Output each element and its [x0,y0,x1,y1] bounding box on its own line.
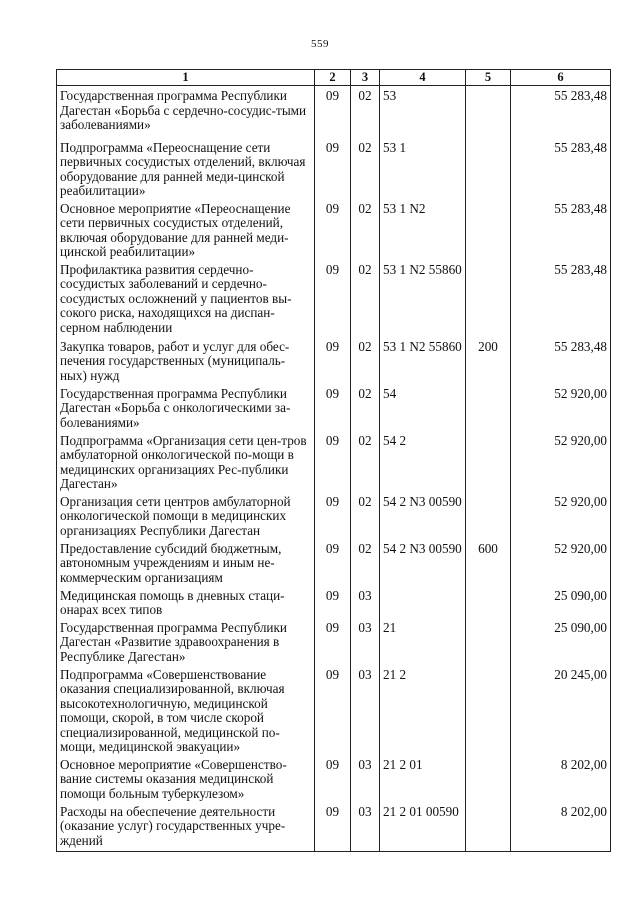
table-row [57,618,611,665]
expense-type-code [466,755,511,802]
row-name: Организация сети центров амбулаторной онкологической помощи в медицинских организациях Республики Дагестан [57,492,315,539]
row-name: Основное мероприятие «Переоснащение сети первичных сосудистых отделений, включая оборудование для ранней меди-цинской реабилитации» [57,199,315,260]
table-row [57,539,611,586]
target-article-code: 54 [380,384,466,431]
table-row [57,431,611,492]
budget-table [56,69,611,852]
expense-type-code [466,586,511,618]
subsection-code: 02 [351,384,380,431]
section-code: 09 [315,802,351,852]
row-name: Подпрограмма «Организация сети цен-тров амбулаторной онкологической по-мощи в медицинских организациях Рес-публики Дагестан» [57,431,315,492]
expense-type-code [466,618,511,665]
subsection-code: 02 [351,337,380,384]
expense-type-code [466,138,511,199]
amount: 55 283,48 [511,138,611,199]
expense-type-code [466,665,511,755]
amount: 8 202,00 [511,802,611,852]
section-code: 09 [315,260,351,337]
subsection-code: 02 [351,86,380,138]
target-article-code: 21 2 01 00590 [380,802,466,852]
target-article-code: 21 2 01 [380,755,466,802]
row-name: Государственная программа Республики Дагестан «Борьба с онкологическими за-болеваниями» [57,384,315,431]
section-code: 09 [315,492,351,539]
section-code: 09 [315,586,351,618]
expense-type-code [466,86,511,138]
expense-type-code: 600 [466,539,511,586]
table-row [57,665,611,755]
amount: 8 202,00 [511,755,611,802]
section-code: 09 [315,86,351,138]
target-article-code: 53 [380,86,466,138]
amount: 52 920,00 [511,492,611,539]
section-code: 09 [315,431,351,492]
column-header-2: 2 [315,70,351,86]
subsection-code: 03 [351,755,380,802]
target-article-code: 54 2 N3 00590 [380,539,466,586]
target-article-code: 53 1 [380,138,466,199]
table-row [57,86,611,138]
target-article-code: 53 1 N2 55860 [380,337,466,384]
amount: 55 283,48 [511,86,611,138]
row-name: Предоставление субсидий бюджетным, автономным учреждениям и иным не-коммерческим организациям [57,539,315,586]
row-name: Подпрограмма «Совершенствование оказания специализированной, включая высокотехнологичную, медицинской помощи, скорой, в том числе скорой специализированной, медицинской по-мощи, медицинской эвакуации» [57,665,315,755]
table-row [57,492,611,539]
section-code: 09 [315,755,351,802]
section-code: 09 [315,199,351,260]
subsection-code: 03 [351,618,380,665]
subsection-code: 02 [351,431,380,492]
table-row [57,199,611,260]
expense-type-code [466,260,511,337]
amount: 52 920,00 [511,539,611,586]
subsection-code: 02 [351,260,380,337]
page-number: 559 [311,38,329,50]
column-header-3: 3 [351,70,380,86]
section-code: 09 [315,539,351,586]
section-code: 09 [315,665,351,755]
expense-type-code [466,802,511,852]
expense-type-code [466,199,511,260]
expense-type-code: 200 [466,337,511,384]
amount: 20 245,00 [511,665,611,755]
amount: 55 283,48 [511,337,611,384]
amount: 52 920,00 [511,384,611,431]
table-row [57,384,611,431]
section-code: 09 [315,138,351,199]
row-name: Государственная программа Республики Дагестан «Борьба с сердечно-сосудис-тыми заболеваниями» [57,86,315,138]
subsection-code: 02 [351,539,380,586]
amount: 25 090,00 [511,586,611,618]
section-code: 09 [315,337,351,384]
subsection-code: 03 [351,586,380,618]
target-article-code [380,586,466,618]
table-row [57,138,611,199]
subsection-code: 02 [351,138,380,199]
target-article-code: 53 1 N2 [380,199,466,260]
table-row [57,755,611,802]
subsection-code: 03 [351,665,380,755]
row-name: Подпрограмма «Переоснащение сети первичных сосудистых отделений, включая оборудование для ранней меди-цинской реабилитации» [57,138,315,199]
table-row [57,260,611,337]
subsection-code: 03 [351,802,380,852]
table-row [57,802,611,852]
section-code: 09 [315,384,351,431]
amount: 55 283,48 [511,199,611,260]
table-row [57,337,611,384]
table-row [57,586,611,618]
column-header-1: 1 [57,70,315,86]
column-header-6: 6 [511,70,611,86]
section-code: 09 [315,618,351,665]
column-header-5: 5 [466,70,511,86]
expense-type-code [466,492,511,539]
target-article-code: 54 2 [380,431,466,492]
row-name: Профилактика развития сердечно-сосудистых заболеваний и сердечно-сосудистых осложнений у пациентов вы-сокого риска, находящихся на диспан-серном наблюдении [57,260,315,337]
amount: 55 283,48 [511,260,611,337]
subsection-code: 02 [351,492,380,539]
target-article-code: 54 2 N3 00590 [380,492,466,539]
subsection-code: 02 [351,199,380,260]
amount: 25 090,00 [511,618,611,665]
target-article-code: 21 2 [380,665,466,755]
target-article-code: 21 [380,618,466,665]
row-name: Медицинская помощь в дневных стаци-онарах всех типов [57,586,315,618]
column-header-4: 4 [380,70,466,86]
row-name: Расходы на обеспечение деятельности (оказание услуг) государственных учре-ждений [57,802,315,852]
row-name: Государственная программа Республики Дагестан «Развитие здравоохранения в Республике Дагестан» [57,618,315,665]
expense-type-code [466,384,511,431]
row-name: Закупка товаров, работ и услуг для обес-печения государственных (муниципаль-ных) нужд [57,337,315,384]
target-article-code: 53 1 N2 55860 [380,260,466,337]
amount: 52 920,00 [511,431,611,492]
table-header-row [57,70,611,86]
row-name: Основное мероприятие «Совершенство-вание системы оказания медицинской помощи больным туберкулезом» [57,755,315,802]
expense-type-code [466,431,511,492]
